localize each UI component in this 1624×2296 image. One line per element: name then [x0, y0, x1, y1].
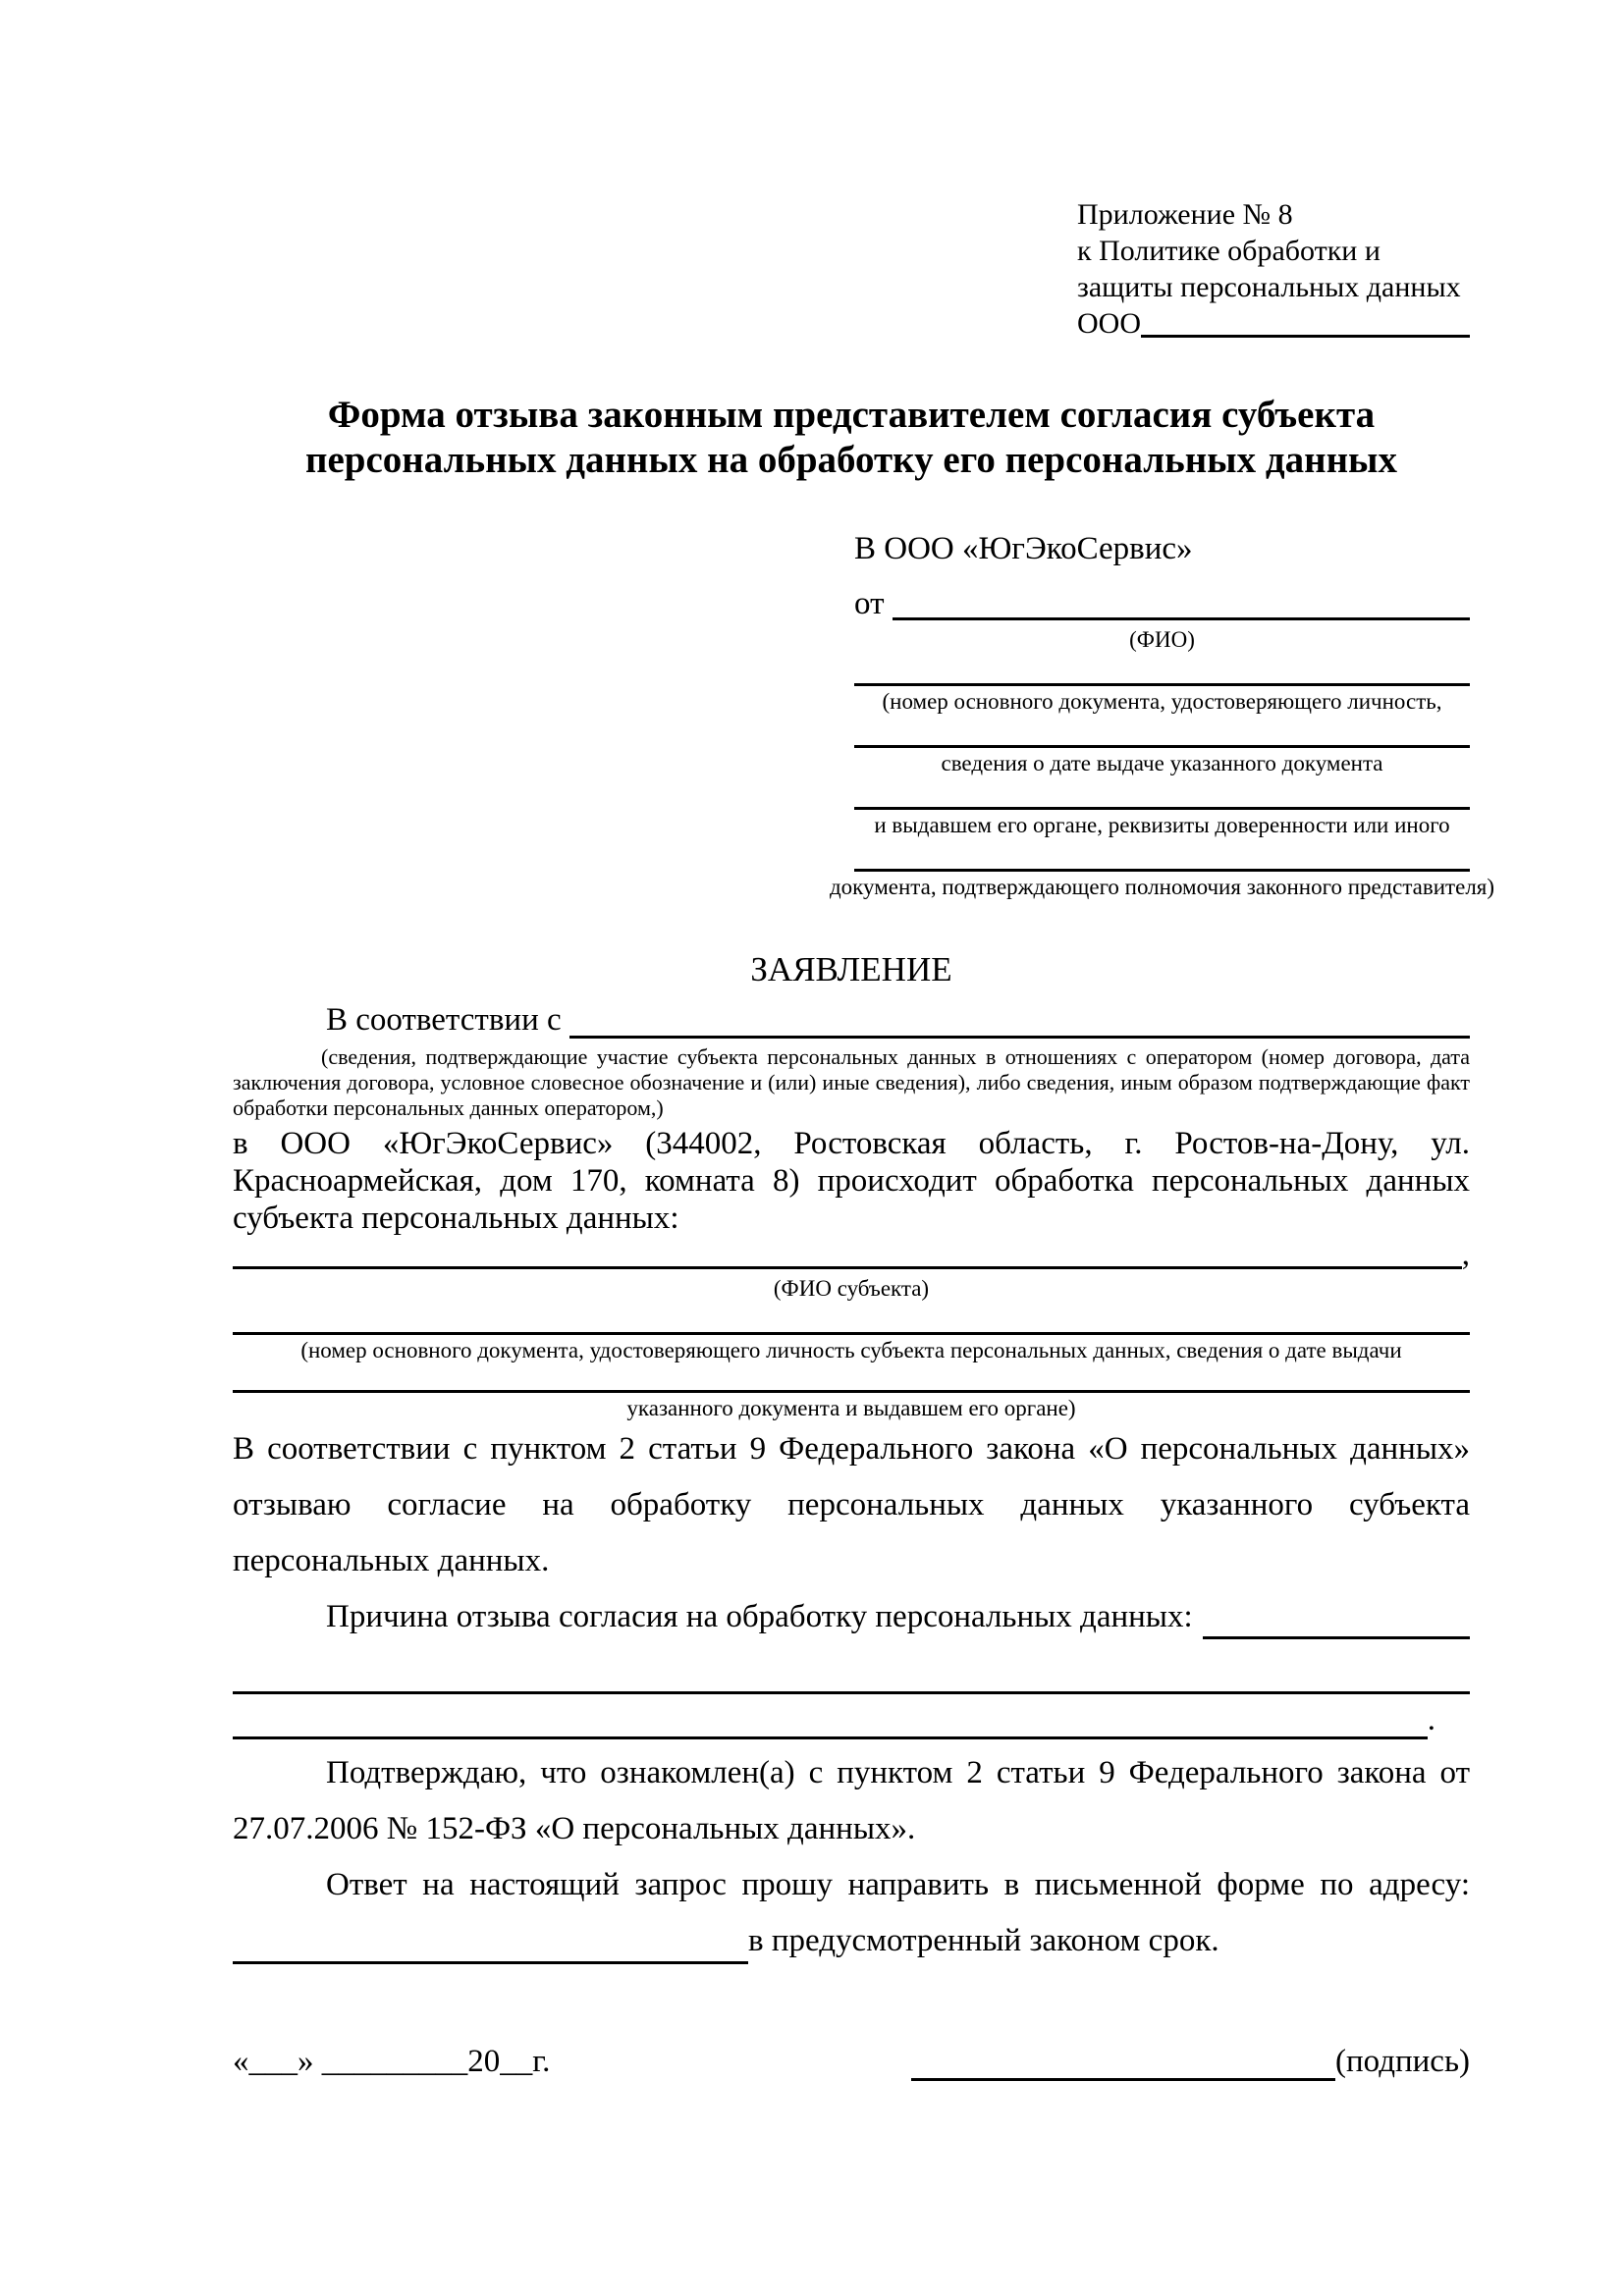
signature-blank-line[interactable]: [911, 2038, 1335, 2081]
accordance-row: [233, 998, 1470, 1042]
period-after-blank: .: [1427, 1702, 1435, 1737]
subject-fio-caption: (ФИО субъекта): [773, 1276, 930, 1301]
accordance-label: В соответствии с: [326, 1002, 562, 1038]
representative-doc-blank-line-3[interactable]: [854, 776, 1470, 810]
annex-org-row: [1077, 305, 1470, 342]
subject-doc-group-1: [233, 1302, 1470, 1363]
signature-group: [911, 2038, 1470, 2085]
subject-doc-caption-2: указанного документа и выдавшем его органе): [626, 1396, 1076, 1420]
accordance-note: (сведения, подтверждающие участие субъекта персональных данных в отношениях с оператором (номер договора, дата заключения договора, условное словесное обозначение и (или) иные сведения), либо сведения, иным образом подтверждающие факт обработки персональных данных оператором,): [233, 1044, 1470, 1120]
annex-line-1: Приложение № 8: [1077, 198, 1293, 231]
fio-caption-row: [854, 626, 1470, 653]
reply-tail: в предусмотренный законом срок.: [748, 1923, 1219, 1958]
statement-heading: ЗАЯВЛЕНИЕ: [750, 950, 952, 988]
operator-paragraph: в ООО «ЮгЭкоСервис» (344002, Ростовская область, г. Ростов-на-Дону, ул. Красноармейская, дом 170, комната 8) происходит обработка персональных данных субъекта персональных данных:: [233, 1126, 1470, 1236]
reason-blank-line-3[interactable]: [233, 1694, 1428, 1739]
representative-doc-blank-line-2[interactable]: [854, 715, 1470, 748]
footer-row: [233, 2038, 1470, 2085]
representative-fio-blank-line[interactable]: [893, 583, 1471, 620]
reason-blank-line-2[interactable]: [233, 1645, 1470, 1694]
confirmation-paragraph: Подтверждаю, что ознакомлен(а) с пунктом 2 статьи 9 Федерального закона от 27.07.2006 № 152-ФЗ «О персональных данных».: [233, 1755, 1470, 1846]
address-blank-line[interactable]: [233, 1913, 748, 1964]
annex-org-label: ООО: [1077, 307, 1141, 340]
subject-doc-caption-1: (номер основного документа, удостоверяющего личность субъекта персональных данных, сведения о дате выдачи: [300, 1338, 1402, 1362]
reply-paragraph: Ответ на настоящий запрос прошу направить в письменной форме по адресу:: [326, 1867, 1470, 1902]
accordance-blank-line[interactable]: [569, 998, 1470, 1039]
representative-doc-caption-3: и выдавшем его органе, реквизиты доверенности или иного: [874, 813, 1450, 837]
representative-doc-caption-2: сведения о дате выдаче указанного документа: [941, 751, 1383, 775]
reason-blank-line-1[interactable]: [1203, 1589, 1470, 1639]
annex-block: [1077, 196, 1470, 342]
form-title: Форма отзыва законным представителем согласия субъекта персональных данных на обработку его персональных данных: [304, 394, 1398, 481]
comma-after-blank: ,: [1461, 1237, 1470, 1272]
reason-row: [233, 1589, 1470, 1645]
subject-fio-blank-line[interactable]: [233, 1237, 1462, 1269]
representative-doc-blank-line-1[interactable]: [854, 653, 1470, 686]
annex-org-blank-line[interactable]: [1141, 305, 1470, 338]
representative-doc-caption-1: (номер основного документа, удостоверяющего личность,: [882, 689, 1442, 714]
addressee-block: [829, 528, 1495, 900]
representative-doc-blank-line-4[interactable]: [854, 838, 1470, 872]
date-field[interactable]: «___» _________20__г.: [233, 2044, 551, 2079]
representative-doc-group-4: [829, 838, 1495, 900]
representative-doc-group-1: [854, 653, 1470, 715]
withdrawal-paragraph: В соответствии с пунктом 2 статьи 9 Федерального закона «О персональных данных» отзываю согласие на обработку персональных данных указанного субъекта персональных данных.: [233, 1431, 1470, 1578]
from-row: [854, 583, 1470, 624]
subject-fio-row: [233, 1237, 1470, 1273]
representative-doc-group-3: [854, 776, 1470, 838]
subject-doc-group-2: [233, 1363, 1470, 1421]
reason-label: Причина отзыва согласия на обработку персональных данных:: [326, 1599, 1193, 1634]
subject-doc-blank-line-1[interactable]: [233, 1302, 1470, 1335]
signature-caption: (подпись): [1335, 2044, 1470, 2079]
subject-doc-blank-line-2[interactable]: [233, 1363, 1470, 1393]
subject-fio-caption-row: [233, 1275, 1470, 1302]
fio-caption: (ФИО): [1129, 627, 1195, 652]
annex-line-3: защиты персональных данных: [1077, 271, 1461, 303]
representative-doc-caption-4: документа, подтверждающего полномочия законного представителя): [829, 875, 1495, 899]
annex-line-2: к Политике обработки и: [1077, 235, 1380, 267]
from-label: от: [854, 586, 885, 621]
reason-blank-row-3: [233, 1694, 1470, 1745]
addressee-organization: В ООО «ЮгЭкоСервис»: [854, 531, 1193, 566]
reply-address-row: [233, 1913, 1470, 1969]
representative-doc-group-2: [854, 715, 1470, 776]
